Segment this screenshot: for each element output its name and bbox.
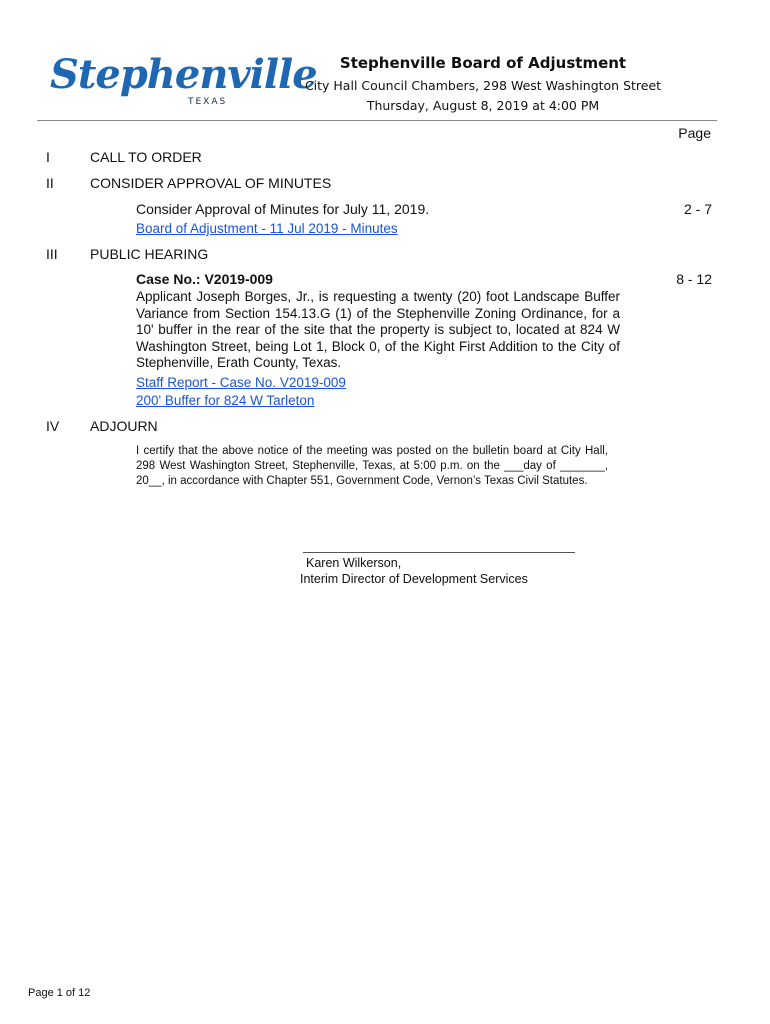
- case-description: Applicant Joseph Borges, Jr., is requesting a twenty (20) foot Landscape Buffer Variance from Section 154.13.G (1) of the Stephenville Zoning Ordinance, for a 10' buffer in the rear of the site that the property is subject to, located at 824 W Washington Street, being Lot 1, Block 0, of the Kight First Addition to the City of Stephenville, Erath County, Texas.: [136, 289, 620, 370]
- page-number-footer: Page 1 of 12: [28, 987, 91, 999]
- case-number: Case No.: V2019-009: [136, 271, 273, 287]
- section-4-title: ADJOURN: [90, 418, 158, 434]
- signer-title: Interim Director of Development Services: [300, 572, 528, 586]
- section-2-number: II: [46, 175, 54, 191]
- posting-certification: I certify that the above notice of the meeting was posted on the bulletin board at City Hall, 298 West Washington Street, Stephenville, Texas, at 5:00 p.m. on the ___day of _______, 20__, in accordance with Chapter 551, Government Code, Vernon’s Texas Civil Statutes.: [136, 445, 608, 487]
- logo-texas-text: TEXAS: [188, 97, 228, 107]
- case-pages: 8 - 12: [676, 271, 712, 287]
- minutes-link[interactable]: Board of Adjustment - 11 Jul 2019 - Minutes: [136, 221, 398, 236]
- header-divider: [37, 120, 717, 121]
- signature-line: [303, 552, 575, 553]
- section-1-title: CALL TO ORDER: [90, 149, 202, 165]
- section-1-number: I: [46, 149, 50, 165]
- meeting-datetime: Thursday, August 8, 2019 at 4:00 PM: [366, 98, 600, 113]
- staff-report-link[interactable]: Staff Report - Case No. V2019-009: [136, 375, 346, 390]
- section-2-title: CONSIDER APPROVAL OF MINUTES: [90, 175, 332, 191]
- buffer-map-link[interactable]: 200' Buffer for 824 W Tarleton: [136, 393, 315, 408]
- page-column-label: Page: [678, 125, 711, 141]
- meeting-title: Stephenville Board of Adjustment: [339, 54, 627, 72]
- city-logo: [46, 44, 317, 114]
- stephenville-logo-mark: [46, 44, 317, 114]
- signer-name: Karen Wilkerson,: [306, 556, 402, 570]
- minutes-item-text: Consider Approval of Minutes for July 11, 2019.: [136, 201, 430, 217]
- section-4-number: IV: [46, 418, 60, 434]
- minutes-item-pages: 2 - 7: [683, 201, 712, 217]
- section-3-title: PUBLIC HEARING: [90, 246, 209, 262]
- section-3-number: III: [46, 246, 58, 262]
- logo-wordmark: Stephenville: [50, 51, 317, 98]
- meeting-location: City Hall Council Chambers, 298 West Washington Street: [304, 78, 662, 93]
